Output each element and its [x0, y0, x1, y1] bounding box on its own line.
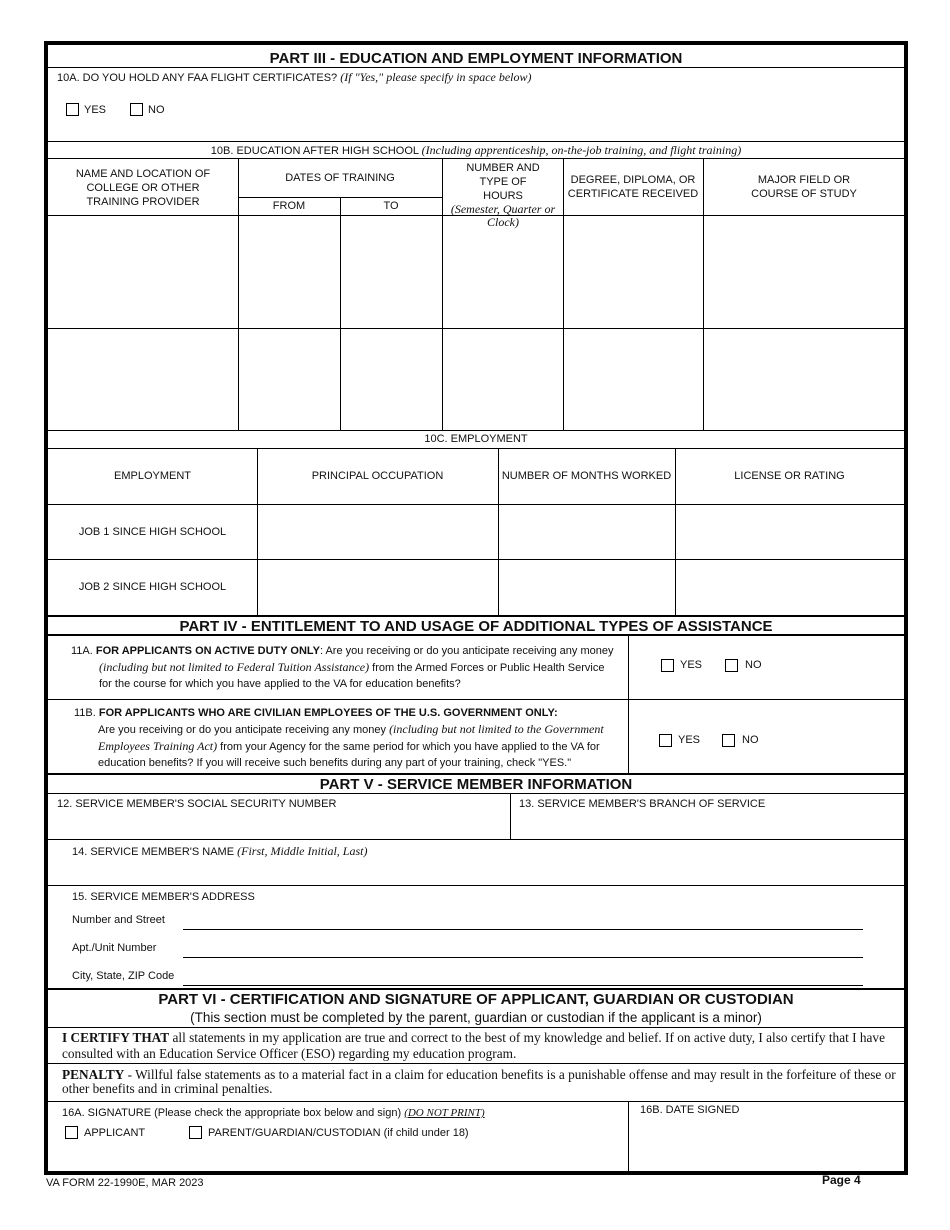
applicant-checkbox[interactable]: [65, 1126, 78, 1139]
street-field[interactable]: [183, 929, 863, 930]
edu-row-2[interactable]: [48, 329, 904, 430]
job2-label: JOB 2 SINCE HIGH SCHOOL: [78, 581, 227, 593]
ssn-field[interactable]: [48, 811, 509, 839]
q10a-yes-label: YES: [84, 104, 107, 116]
part6-title: PART VI - CERTIFICATION AND SIGNATURE OF APPLICANT, GUARDIAN OR CUSTODIAN: [158, 991, 794, 1008]
applicant-label: APPLICANT: [84, 1127, 146, 1139]
date-signed-field[interactable]: [629, 1119, 904, 1171]
form-id: VA FORM 22-1990E, MAR 2023: [46, 1177, 204, 1189]
guardian-checkbox[interactable]: [189, 1126, 202, 1139]
q11a-yes-checkbox[interactable]: [661, 659, 674, 672]
q11b-text: 11B. FOR APPLICANTS WHO ARE CIVILIAN EMPLOYEES OF THE U.S. GOVERNMENT ONLY: Are you receiving or do you anticipate receiving any money (including but not limited to the Government Employees Training Act) from your Agency for the same period for which you have applied to the VA for education benefits? If you will receive such benefits during any part of your training, check "YES.": [74, 707, 604, 769]
edu-col-major: MAJOR FIELD OR COURSE OF STUDY: [751, 174, 857, 200]
page-number: Page 4: [822, 1173, 861, 1187]
city-field[interactable]: [183, 985, 863, 986]
edu-col-dates: DATES OF TRAINING: [285, 172, 395, 184]
q11b-no-label: NO: [742, 734, 759, 746]
q11a-text: 11A. FOR APPLICANTS ON ACTIVE DUTY ONLY: Are you receiving or do you anticipate receiving any money (including but not limited to Federal Tuition Assistance) from the Armed Forces or Public Health Service for the course for which you have applied to the VA for education benefits?: [71, 645, 614, 690]
part3-title: PART III - EDUCATION AND EMPLOYMENT INFORMATION: [269, 50, 683, 67]
q14-label: 14. SERVICE MEMBER'S NAME (First, Middle Initial, Last): [72, 844, 368, 858]
q10a-no-checkbox[interactable]: [130, 103, 143, 116]
q11a-yes-label: YES: [680, 659, 703, 671]
job1-label: JOB 1 SINCE HIGH SCHOOL: [78, 526, 227, 538]
form-page: [44, 41, 908, 1175]
branch-field[interactable]: [511, 811, 904, 839]
q16b-label: 16B. DATE SIGNED: [640, 1104, 740, 1116]
guardian-label: PARENT/GUARDIAN/CUSTODIAN (if child under 18): [208, 1127, 469, 1139]
penalty-text: PENALTY - Willful false statements as to a material fact in a claim for education benefits is a punishable offense and may result in the forfeiture of these or other benefits and in criminal penalties.: [62, 1067, 896, 1096]
street-label: Number and Street: [72, 914, 165, 926]
part6-subtitle: (This section must be completed by the parent, guardian or custodian if the applicant is a minor): [190, 1010, 762, 1025]
edu-col-degree: DEGREE, DIPLOMA, OR CERTIFICATE RECEIVED: [567, 174, 699, 200]
q16a-label: 16A. SIGNATURE (Please check the appropriate box below and sign) (DO NOT PRINT): [62, 1107, 485, 1119]
emp-col-occupation: PRINCIPAL OCCUPATION: [311, 470, 444, 482]
city-label: City, State, ZIP Code: [72, 970, 175, 982]
q10a-no-label: NO: [148, 104, 165, 116]
name-field[interactable]: [48, 859, 904, 885]
emp-col-employment: EMPLOYMENT: [113, 470, 191, 482]
q10b-label: 10B. EDUCATION AFTER HIGH SCHOOL (Including apprenticeship, on-the-job training, and flight training): [210, 143, 742, 157]
edu-col-to: TO: [383, 200, 399, 212]
signature-field[interactable]: [48, 1142, 628, 1171]
q10a-label: 10A. DO YOU HOLD ANY FAA FLIGHT CERTIFICATES? (If "Yes," please specify in space below): [57, 70, 532, 84]
emp-col-license: LICENSE OR RATING: [734, 470, 845, 482]
edu-col-from: FROM: [272, 200, 306, 212]
q12-label: 12. SERVICE MEMBER'S SOCIAL SECURITY NUMBER: [57, 798, 337, 810]
apt-field[interactable]: [183, 957, 863, 958]
q11b-yes-checkbox[interactable]: [659, 734, 672, 747]
job2-row[interactable]: [258, 560, 904, 615]
q10a-specify-field[interactable]: [48, 127, 904, 141]
apt-label: Apt./Unit Number: [72, 942, 157, 954]
part5-title: PART V - SERVICE MEMBER INFORMATION: [319, 776, 633, 793]
edu-row-1[interactable]: [48, 216, 904, 328]
q10c-label: 10C. EMPLOYMENT: [424, 433, 528, 445]
edu-col-name: NAME AND LOCATION OF COLLEGE OR OTHER TRAINING PROVIDER: [75, 168, 211, 208]
q15-label: 15. SERVICE MEMBER'S ADDRESS: [72, 891, 255, 903]
q11b-yes-label: YES: [678, 734, 701, 746]
job1-row[interactable]: [258, 505, 904, 559]
q11a-no-checkbox[interactable]: [725, 659, 738, 672]
q10a-yes-checkbox[interactable]: [66, 103, 79, 116]
emp-col-months: NUMBER OF MONTHS WORKED: [501, 470, 672, 482]
q11a-no-label: NO: [745, 659, 762, 671]
part4-title: PART IV - ENTITLEMENT TO AND USAGE OF ADDITIONAL TYPES OF ASSISTANCE: [179, 618, 773, 635]
edu-col-hours: NUMBER AND TYPE OF HOURS (Semester, Quarter or Clock): [450, 162, 556, 229]
q11b-no-checkbox[interactable]: [722, 734, 735, 747]
q13-label: 13. SERVICE MEMBER'S BRANCH OF SERVICE: [519, 798, 766, 810]
certify-text: I CERTIFY THAT all statements in my application are true and correct to the best of my knowledge and belief. If on active duty, I also certify that I have consulted with an Education Service Officer (ESO) regarding my education program.: [62, 1030, 885, 1061]
